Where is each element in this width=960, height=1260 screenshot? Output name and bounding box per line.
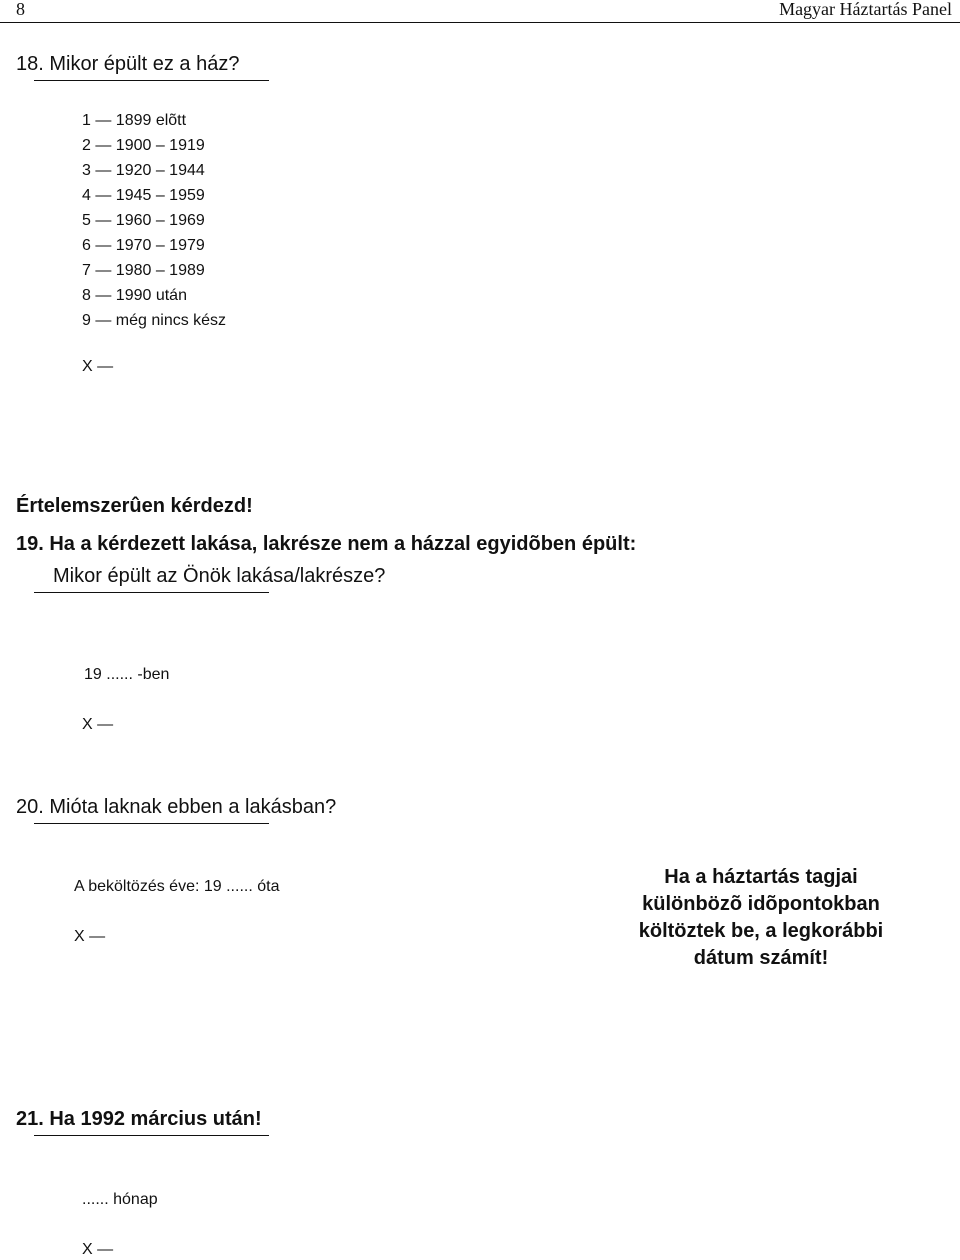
option-item[interactable]: 2 — 1900 – 1919 — [82, 137, 205, 154]
option-item[interactable]: 1 — 1899 elõtt — [82, 112, 187, 129]
question-18-title: 18. Mikor épült ez a ház? — [16, 53, 240, 75]
running-title: Magyar Háztartás Panel — [779, 0, 952, 19]
question-18-underline — [34, 80, 269, 81]
question-21-x-code[interactable]: X — — [82, 1241, 114, 1258]
question-20-title: 20. Mióta laknak ebben a lakásban? — [16, 796, 337, 818]
option-item[interactable]: 6 — 1970 – 1979 — [82, 237, 205, 254]
option-item[interactable]: 3 — 1920 – 1944 — [82, 162, 205, 179]
option-item[interactable]: 4 — 1945 – 1959 — [82, 187, 205, 204]
note-line: dátum számít! — [693, 947, 829, 969]
question-19-title: 19. Ha a kérdezett lakása, lakrésze nem a házzal egyidõben épült: — [16, 533, 637, 555]
note-line: különbözõ idõpontokban — [642, 893, 880, 915]
header-rule — [0, 22, 960, 23]
option-item[interactable]: 7 — 1980 – 1989 — [82, 262, 205, 279]
question-20-x-code[interactable]: X — — [74, 928, 106, 945]
option-item[interactable]: 5 — 1960 – 1969 — [82, 212, 205, 229]
page-number: 8 — [16, 0, 25, 19]
interviewer-instruction: Értelemszerûen kérdezd! — [16, 495, 253, 517]
question-19-x-code[interactable]: X — — [82, 716, 114, 733]
question-19-subtitle: Mikor épült az Önök lakása/lakrésze? — [53, 565, 386, 587]
option-item[interactable]: 8 — 1990 után — [82, 287, 187, 304]
question-21-underline — [34, 1135, 269, 1136]
question-19-answer[interactable]: 19 ...... -ben — [84, 666, 170, 683]
question-20-underline — [34, 823, 269, 824]
option-item[interactable]: 9 — még nincs kész — [82, 312, 227, 329]
question-18-options — [82, 108, 226, 333]
question-20-answer[interactable]: A beköltözés éve: 19 ...... óta — [74, 878, 280, 895]
note-line: költöztek be, a legkorábbi — [638, 920, 884, 942]
question-21-answer[interactable]: ...... hónap — [82, 1191, 158, 1208]
question-21-title: 21. Ha 1992 március után! — [16, 1108, 262, 1130]
question-20-note — [623, 864, 899, 972]
question-18-x-code[interactable]: X — — [82, 358, 114, 375]
question-19-underline — [34, 592, 269, 593]
note-line: Ha a háztartás tagjai — [664, 866, 858, 888]
